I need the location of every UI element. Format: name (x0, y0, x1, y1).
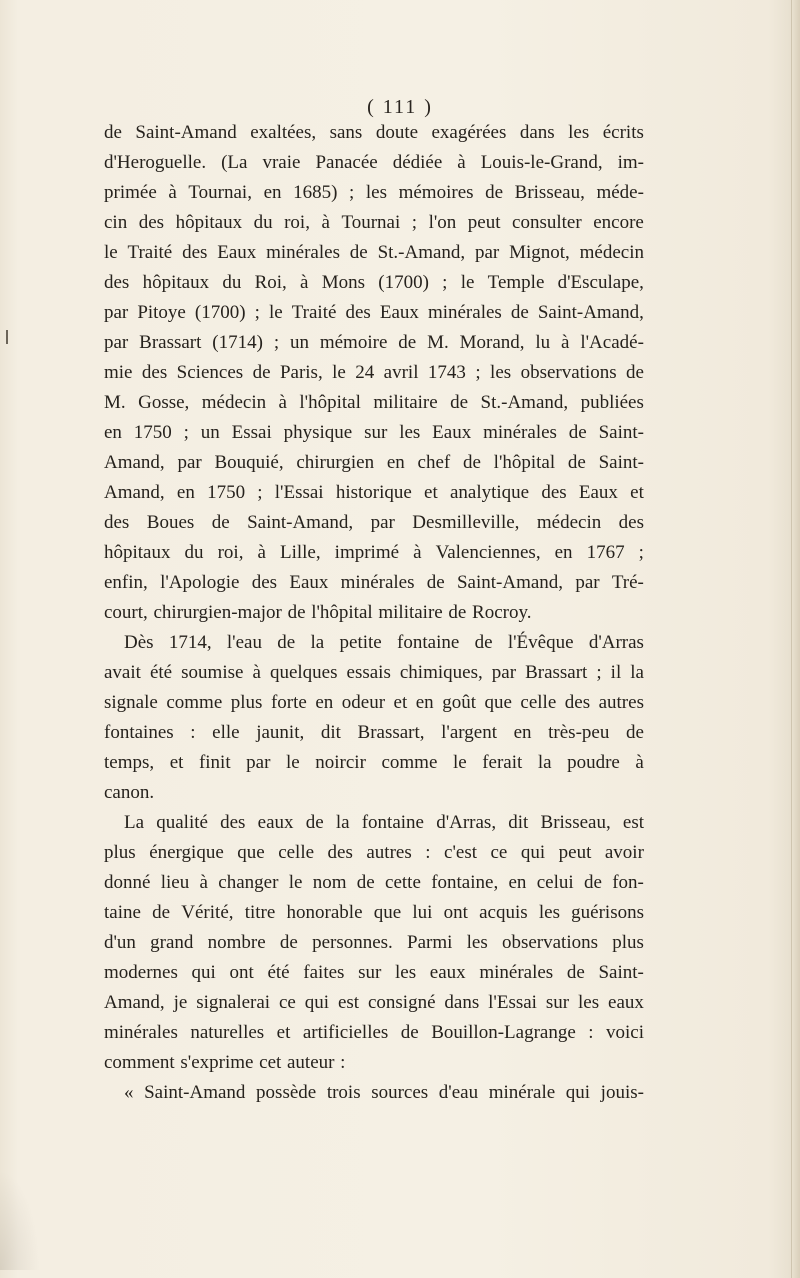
page-number: ( 111 ) (367, 96, 433, 118)
text-line: La qualité des eaux de la fontaine d'Arras, dit Brisseau, est (124, 812, 644, 833)
text-line: taine de Vérité, titre honorable que lui ont acquis les guérisons (104, 902, 644, 923)
text-line: « Saint-Amand possède trois sources d'eau minérale qui jouis- (124, 1082, 644, 1103)
text-line: de Saint-Amand exaltées, sans doute exagérées dans les écrits (104, 122, 644, 143)
text-line: en 1750 ; un Essai physique sur les Eaux minérales de Saint- (104, 422, 644, 443)
text-line: Dès 1714, l'eau de la petite fontaine de l'Évêque d'Arras (124, 632, 644, 653)
text-line: court, chirurgien-major de l'hôpital militaire de Rocroy. (104, 602, 532, 623)
body-text (104, 118, 644, 1108)
text-line: comment s'exprime cet auteur : (104, 1052, 346, 1073)
text-line: mie des Sciences de Paris, le 24 avril 1743 ; les observations de (104, 362, 644, 383)
text-line: signale comme plus forte en odeur et en goût que celle des autres (104, 692, 644, 713)
text-line: enfin, l'Apologie des Eaux minérales de Saint-Amand, par Tré- (104, 572, 644, 593)
text-line: donné lieu à changer le nom de cette fontaine, en celui de fon- (104, 872, 644, 893)
text-line: Amand, en 1750 ; l'Essai historique et analytique des Eaux et (104, 482, 644, 503)
text-line: modernes qui ont été faites sur les eaux minérales de Saint- (104, 962, 644, 983)
text-line: avait été soumise à quelques essais chimiques, par Brassart ; il la (104, 662, 644, 683)
text-line: cin des hôpitaux du roi, à Tournai ; l'on peut consulter encore (104, 212, 644, 233)
text-line: des Boues de Saint-Amand, par Desmilleville, médecin des (104, 512, 644, 533)
text-line: temps, et finit par le noircir comme le ferait la poudre à (104, 752, 644, 773)
text-line: plus énergique que celle des autres : c'est ce qui peut avoir (104, 842, 644, 863)
text-line: par Pitoye (1700) ; le Traité des Eaux minérales de Saint-Amand, (104, 302, 644, 323)
text-line: Amand, je signalerai ce qui est consigné dans l'Essai sur les eaux (104, 992, 644, 1013)
margin-mark (6, 330, 8, 344)
text-line: primée à Tournai, en 1685) ; les mémoires de Brisseau, méde- (104, 182, 644, 203)
text-line: le Traité des Eaux minérales de St.-Amand, par Mignot, médecin (104, 242, 644, 263)
text-line: fontaines : elle jaunit, dit Brassart, l'argent en très-peu de (104, 722, 644, 743)
page-edge (791, 0, 800, 1278)
page-smudge (0, 1170, 40, 1270)
text-line: M. Gosse, médecin à l'hôpital militaire de St.-Amand, publiées (104, 392, 644, 413)
text-line: hôpitaux du roi, à Lille, imprimé à Valenciennes, en 1767 ; (104, 542, 644, 563)
text-line: par Brassart (1714) ; un mémoire de M. Morand, lu à l'Acadé- (104, 332, 644, 353)
text-line: d'un grand nombre de personnes. Parmi les observations plus (104, 932, 644, 953)
text-line: des hôpitaux du Roi, à Mons (1700) ; le Temple d'Esculape, (104, 272, 644, 293)
text-line: canon. (104, 782, 155, 803)
text-line: minérales naturelles et artificielles de Bouillon-Lagrange : voici (104, 1022, 644, 1043)
text-line: Amand, par Bouquié, chirurgien en chef de l'hôpital de Saint- (104, 452, 644, 473)
text-line: d'Heroguelle. (La vraie Panacée dédiée à Louis-le-Grand, im- (104, 152, 644, 173)
